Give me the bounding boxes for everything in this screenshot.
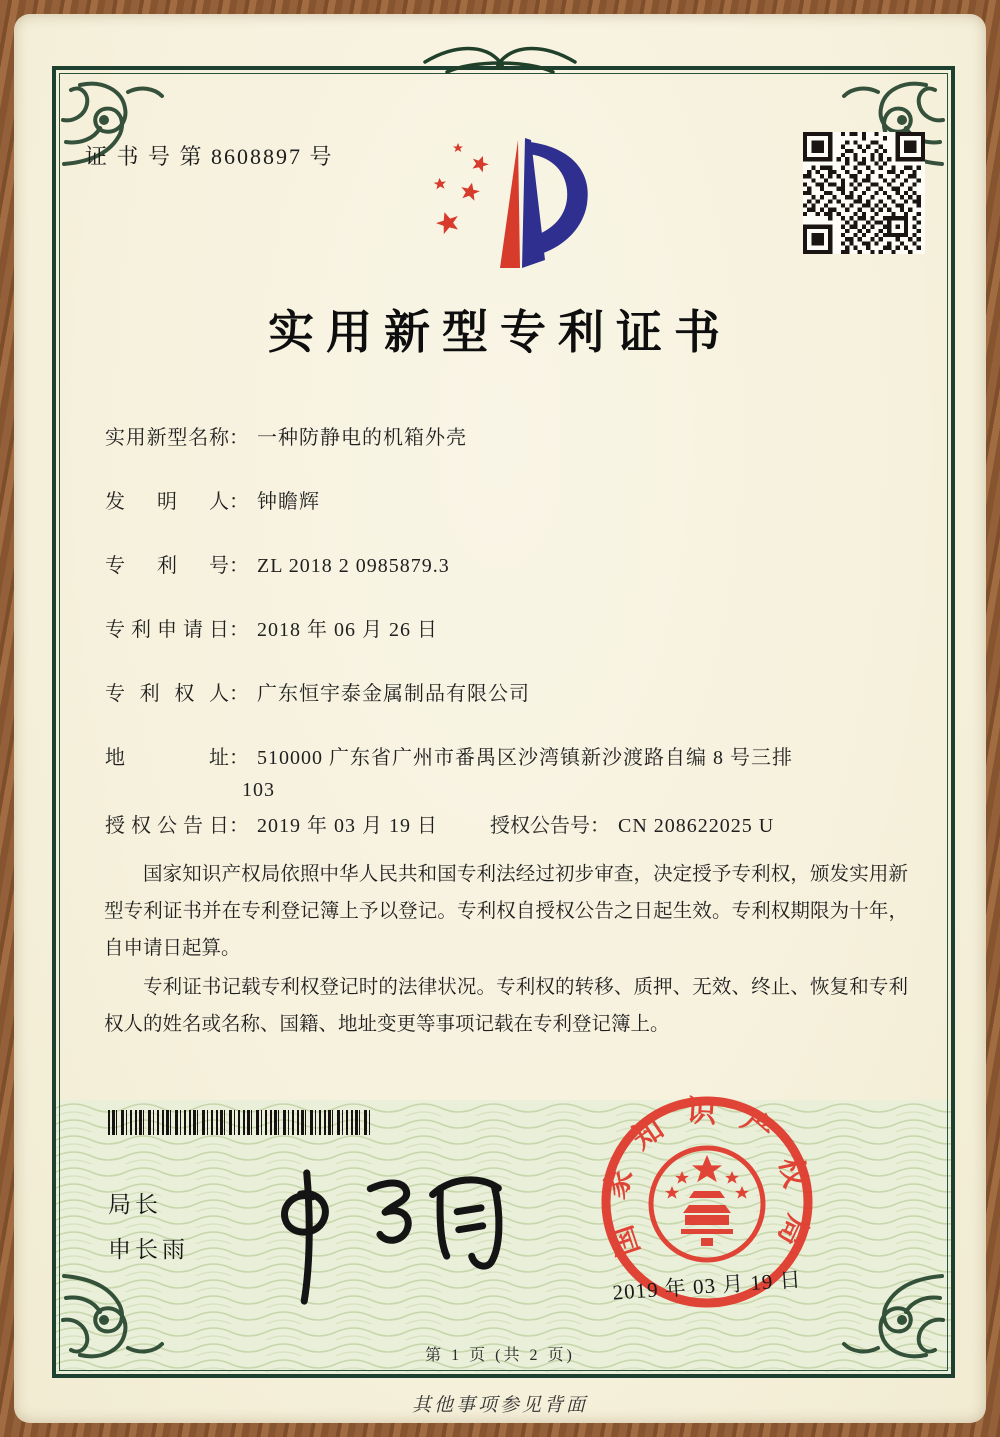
qr-code-icon xyxy=(803,132,925,254)
field-label: 授权公告号 xyxy=(490,815,590,837)
field-row-filing-date xyxy=(105,616,910,644)
director-block xyxy=(108,1190,189,1263)
field-value: 510000 广东省广州市番禺区沙湾镇新沙渡路自编 8 号三排 xyxy=(257,747,793,769)
field-colon: ： xyxy=(229,747,249,769)
field-value: 2018 年 06 月 26 日 xyxy=(257,619,438,641)
certificate-number: 证 书 号 第 8608897 号 xyxy=(85,144,334,169)
certificate-title: 实用新型专利证书 xyxy=(268,307,732,358)
field-row-grant xyxy=(105,812,910,840)
field-colon: ： xyxy=(229,815,249,837)
seal-ring-text: 国家知识产权局 xyxy=(598,1094,817,1271)
field-value: ZL 2018 2 0985879.3 xyxy=(257,555,450,577)
field-value: 钟瞻辉 xyxy=(257,491,320,513)
national-emblem-icon xyxy=(651,1148,763,1260)
grant-date-value: 2019 年 03 月 19 日 xyxy=(257,815,438,837)
field-colon: ： xyxy=(590,815,610,837)
field-label: 发明人 xyxy=(105,491,229,513)
director-title: 局长 xyxy=(108,1191,162,1217)
field-row-name xyxy=(105,424,910,452)
field-label: 地址 xyxy=(105,747,229,769)
field-row-inventor xyxy=(105,488,910,516)
field-label: 专利号 xyxy=(105,555,229,577)
field-colon: ： xyxy=(229,491,249,513)
field-row-address xyxy=(105,744,910,772)
field-row-patentee xyxy=(105,680,910,708)
field-label: 实用新型名称 xyxy=(105,427,229,449)
field-value-address-line2: 103 xyxy=(242,779,275,801)
back-note: 其他事项参见背面 xyxy=(411,1395,588,1416)
field-label: 授权公告日 xyxy=(105,815,229,837)
legal-paragraph-2: 专利证书记载专利权登记时的法律状况。专利权的转移、质押、无效、终止、恢复和专利权人的姓名或名称、国籍、地址变更等事项记载在专利登记簿上。 xyxy=(104,977,908,1035)
field-label: 专利权人 xyxy=(105,683,229,705)
field-list xyxy=(105,424,910,840)
legal-paragraph-1: 国家知识产权局依照中华人民共和国专利法经过初步审查，决定授予专利权，颁发实用新型专利证书并在专利登记簿上予以登记。专利权自授权公告之日起生效。专利权期限为十年，自申请日起算。 xyxy=(104,864,908,959)
grant-number-value: CN 208622025 U xyxy=(618,815,775,837)
field-value: 一种防静电的机箱外壳 xyxy=(257,427,467,449)
grant-left xyxy=(105,815,438,837)
field-colon: ： xyxy=(229,683,249,705)
field-colon: ： xyxy=(229,427,249,449)
field-row-patent-number xyxy=(105,552,910,580)
top-ornament-icon xyxy=(415,36,585,82)
field-colon: ： xyxy=(229,555,249,577)
cnipa-logo-icon xyxy=(418,126,593,281)
seal-date: 2019 年 03 月 19 日 xyxy=(611,1267,803,1305)
field-colon: ： xyxy=(229,619,249,641)
legal-text xyxy=(104,856,908,1045)
director-signature-icon xyxy=(249,1151,534,1321)
field-value: 广东恒宇泰金属制品有限公司 xyxy=(257,683,530,705)
director-name: 申长雨 xyxy=(108,1236,189,1262)
page-number: 第 1 页 (共 2 页) xyxy=(425,1347,575,1364)
barcode-icon xyxy=(108,1110,370,1135)
field-label: 专利申请日 xyxy=(105,619,229,641)
grant-right xyxy=(490,812,774,840)
